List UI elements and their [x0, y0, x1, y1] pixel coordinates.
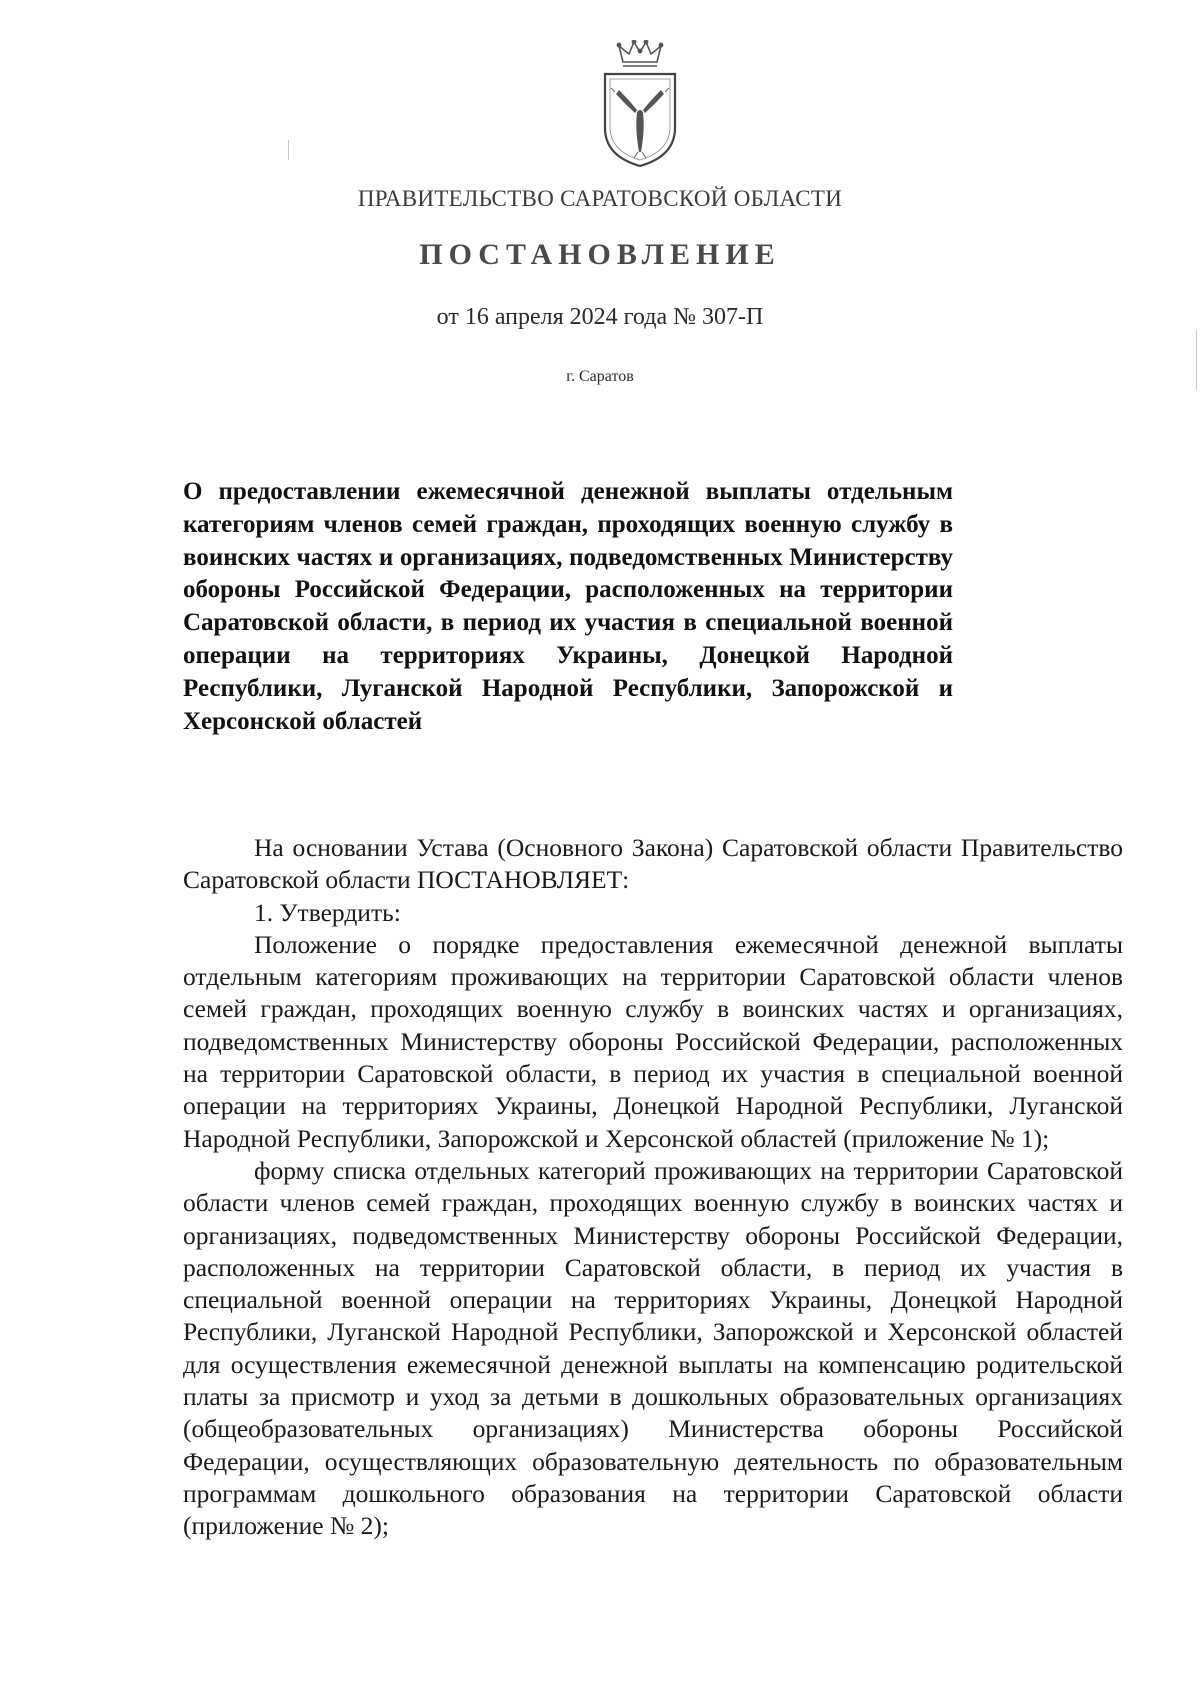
body-paragraph: 1. Утвердить:: [254, 897, 401, 927]
body-paragraph: форму списка отдельных категорий проживающих на территории Саратовской области членов семей граждан, проходящих военную службу в воинских частях и организациях, подведомственных Министерству обороны Российской Федерации, расположенных на территории Саратовской области, в период их участия в специальной военной операции на территориях Украины, Донецкой Народной Республики, Луганской Народной Республики, Запорожской и Херсонской областей для осуществления ежемесячной денежной выплаты на компенсацию родительской платы за присмотр и уход за детьми в дошкольных образовательных организациях (общеобразовательных организациях) Министерства обороны Российской Федерации, осуществляющих образовательную деятельность по образовательным программам дошкольного образования на территории Саратовской области (приложение № 2);: [183, 1155, 1123, 1541]
document-body: [183, 832, 1123, 1543]
document-type-heading: ПОСТАНОВЛЕНИЕ: [419, 238, 781, 271]
document-city: г. Саратов: [566, 368, 634, 385]
body-paragraph: На основании Устава (Основного Закона) Саратовской области Правительство Саратовской области ПОСТАНОВЛЯЕТ:: [183, 833, 1123, 895]
coat-of-arms-icon: [599, 40, 681, 170]
body-paragraph: Положение о порядке предоставления ежемесячной денежной выплаты отдельным категориям проживающих на территории Саратовской области членов семей граждан, проходящих военную службу в воинских частях и организациях, подведомственных Министерству обороны Российской Федерации, расположенных на территории Саратовской области, в период их участия в специальной военной операции на территориях Украины, Донецкой Народной Республики, Луганской Народной Республики, Запорожской и Херсонской областей (приложение № 1);: [183, 929, 1123, 1153]
issuing-authority: ПРАВИТЕЛЬСТВО САРАТОВСКОЙ ОБЛАСТИ: [357, 186, 843, 211]
scan-edge-mark: [1196, 330, 1197, 390]
document-date-number: от 16 апреля 2024 года № 307-П: [436, 304, 764, 330]
scan-edge-mark: [288, 140, 289, 160]
document-title: О предоставлении ежемесячной денежной выплаты отдельным категориям членов семей граждан, проходящих военную службу в воинских частях и организациях, подведомственных Министерству обороны Российской Федерации, расположенных на территории Саратовской области, в период их участия в специальной военной операции на территориях Украины, Донецкой Народной Республики, Луганской Народной Республики, Запорожской и Херсонской областей: [183, 478, 953, 735]
